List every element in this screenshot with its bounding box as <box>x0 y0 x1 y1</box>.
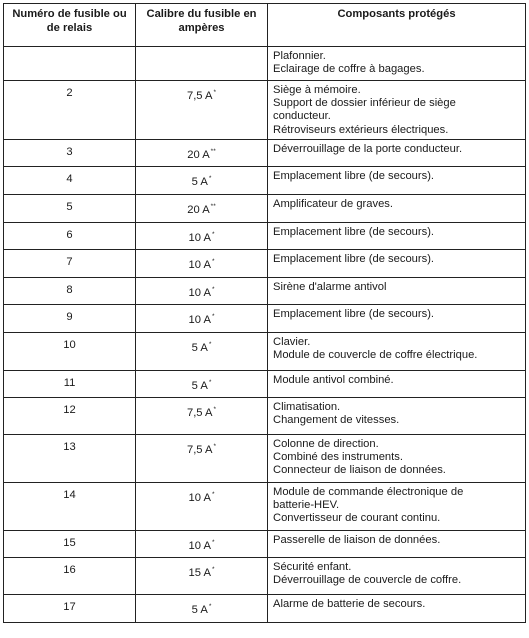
table-body <box>4 47 526 623</box>
fuse-rating-cell <box>136 398 268 435</box>
footnote-mark: * <box>208 175 212 182</box>
component-line: Amplificateur de graves. <box>273 198 394 210</box>
fuse-rating-cell <box>136 140 268 167</box>
footnote-mark: * <box>211 566 215 573</box>
footnote-mark: * <box>211 313 215 320</box>
protected-components-cell <box>268 81 526 140</box>
footnote-mark: * <box>211 231 215 238</box>
table-row <box>4 250 526 278</box>
component-line: Alarme de batterie de secours. <box>273 598 426 610</box>
table-row <box>4 435 526 483</box>
component-line: Climatisation. <box>273 401 341 413</box>
fuse-rating-value: 5 A <box>191 380 208 392</box>
fuse-rating-cell <box>136 558 268 595</box>
table-row <box>4 81 526 140</box>
component-line: Support de dossier inférieur de siège <box>273 97 456 110</box>
fuse-rating-value: 7,5 A <box>186 444 213 456</box>
fuse-rating-value: 5 A <box>191 176 208 188</box>
component-line: Convertisseur de courant continu. <box>273 512 441 525</box>
table-row <box>4 371 526 398</box>
footnote-mark: * <box>208 341 212 348</box>
protected-components-cell <box>268 140 526 167</box>
component-line: Clavier. <box>273 336 311 348</box>
component-line: Passerelle de liaison de données. <box>273 534 441 546</box>
footnote-mark: * <box>208 379 212 386</box>
fuse-rating-value: 5 A <box>191 342 208 354</box>
header-protected-components: Composants protégés <box>268 4 526 47</box>
fuse-rating-cell <box>136 167 268 195</box>
fuse-rating-cell <box>136 223 268 250</box>
protected-components-cell <box>268 195 526 223</box>
table-row <box>4 305 526 333</box>
fuse-rating-cell <box>136 81 268 140</box>
footnote-mark: * <box>213 443 217 450</box>
fuse-rating-value: 20 A <box>187 149 210 161</box>
component-line: Combiné des instruments. <box>273 451 403 464</box>
fuse-rating-cell <box>136 305 268 333</box>
protected-components-cell <box>268 47 526 81</box>
component-line: Sécurité enfant. <box>273 561 352 573</box>
table-row <box>4 278 526 305</box>
fuse-rating-value: 20 A <box>187 204 210 216</box>
fuse-table <box>3 3 526 623</box>
component-line: Emplacement libre (de secours). <box>273 170 435 182</box>
component-line: Siège à mémoire. <box>273 84 361 96</box>
footnote-mark: * <box>211 286 215 293</box>
fuse-rating-value: 10 A <box>188 259 211 271</box>
fuse-number-cell: 12 <box>4 398 136 435</box>
fuse-rating-value: 10 A <box>188 314 211 326</box>
footnote-mark: * <box>211 258 215 265</box>
fuse-number-cell: 6 <box>4 223 136 250</box>
table-row <box>4 47 526 81</box>
table-row <box>4 595 526 623</box>
component-line: Module de couvercle de coffre électrique. <box>273 349 478 362</box>
component-line: Connecteur de liaison de données. <box>273 464 446 477</box>
component-line: Module de commande électronique de <box>273 486 464 498</box>
footnote-mark: * <box>211 491 215 498</box>
fuse-rating-value: 5 A <box>191 604 208 616</box>
component-line: batterie-HEV. <box>273 499 340 512</box>
footnote-mark: * <box>208 603 212 610</box>
component-line: Déverrouillage de couvercle de coffre. <box>273 574 462 587</box>
protected-components-cell <box>268 167 526 195</box>
table-row <box>4 167 526 195</box>
table-row <box>4 398 526 435</box>
protected-components-cell <box>268 223 526 250</box>
fuse-number-cell: 2 <box>4 81 136 140</box>
table-row <box>4 558 526 595</box>
fuse-rating-cell <box>136 371 268 398</box>
table-row <box>4 223 526 250</box>
table-row <box>4 140 526 167</box>
table-row <box>4 195 526 223</box>
header-row <box>4 4 526 47</box>
component-line: Emplacement libre (de secours). <box>273 253 435 265</box>
component-line: Plafonnier. <box>273 50 326 62</box>
footnote-mark: * <box>213 89 217 96</box>
fuse-number-cell: 4 <box>4 167 136 195</box>
fuse-number-cell: 15 <box>4 531 136 558</box>
fuse-rating-value: 10 A <box>188 232 211 244</box>
fuse-rating-cell <box>136 531 268 558</box>
footnote-mark: ** <box>210 203 216 210</box>
fuse-number-cell: 10 <box>4 333 136 371</box>
header-fuse-rating: Calibre du fusible en ampères <box>136 4 268 47</box>
component-line: Colonne de direction. <box>273 438 379 450</box>
footnote-mark: ** <box>210 148 216 155</box>
table-row <box>4 333 526 371</box>
fuse-number-cell: 8 <box>4 278 136 305</box>
protected-components-cell <box>268 531 526 558</box>
fuse-rating-cell <box>136 195 268 223</box>
fuse-rating-value: 10 A <box>188 492 211 504</box>
footnote-mark: * <box>213 406 217 413</box>
component-line: Emplacement libre (de secours). <box>273 308 435 320</box>
protected-components-cell <box>268 483 526 531</box>
fuse-number-cell: 5 <box>4 195 136 223</box>
protected-components-cell <box>268 278 526 305</box>
footnote-mark: * <box>211 539 215 546</box>
protected-components-cell <box>268 371 526 398</box>
protected-components-cell <box>268 398 526 435</box>
fuse-rating-value: 7,5 A <box>186 90 213 102</box>
fuse-number-cell: 9 <box>4 305 136 333</box>
protected-components-cell <box>268 250 526 278</box>
component-line: Rétroviseurs extérieurs électriques. <box>273 123 449 136</box>
fuse-rating-cell <box>136 435 268 483</box>
fuse-number-cell: 17 <box>4 595 136 623</box>
header-fuse-number: Numéro de fusible ou de relais <box>4 4 136 47</box>
fuse-number-cell: 14 <box>4 483 136 531</box>
protected-components-cell <box>268 595 526 623</box>
fuse-rating-value: 10 A <box>188 540 211 552</box>
fuse-rating-value: 7,5 A <box>186 407 213 419</box>
fuse-number-cell <box>4 47 136 81</box>
fuse-number-cell: 11 <box>4 371 136 398</box>
protected-components-cell <box>268 305 526 333</box>
table-row <box>4 483 526 531</box>
fuse-rating-cell <box>136 278 268 305</box>
table-header <box>4 4 526 47</box>
fuse-number-cell: 16 <box>4 558 136 595</box>
fuse-rating-cell <box>136 595 268 623</box>
component-line: Eclairage de coffre à bagages. <box>273 63 425 76</box>
fuse-rating-cell <box>136 47 268 81</box>
component-line: Module antivol combiné. <box>273 374 394 386</box>
fuse-number-cell: 13 <box>4 435 136 483</box>
fuse-rating-value: 15 A <box>188 567 211 579</box>
fuse-rating-cell <box>136 250 268 278</box>
component-line: conducteur. <box>273 110 331 123</box>
table-row <box>4 531 526 558</box>
fuse-rating-cell <box>136 483 268 531</box>
protected-components-cell <box>268 558 526 595</box>
protected-components-cell <box>268 333 526 371</box>
protected-components-cell <box>268 435 526 483</box>
fuse-number-cell: 3 <box>4 140 136 167</box>
component-line: Déverrouillage de la porte conducteur. <box>273 143 463 155</box>
fuse-rating-cell <box>136 333 268 371</box>
fuse-number-cell: 7 <box>4 250 136 278</box>
component-line: Changement de vitesses. <box>273 414 400 427</box>
fuse-rating-value: 10 A <box>188 287 211 299</box>
component-line: Sirène d'alarme antivol <box>273 281 387 293</box>
component-line: Emplacement libre (de secours). <box>273 226 435 238</box>
